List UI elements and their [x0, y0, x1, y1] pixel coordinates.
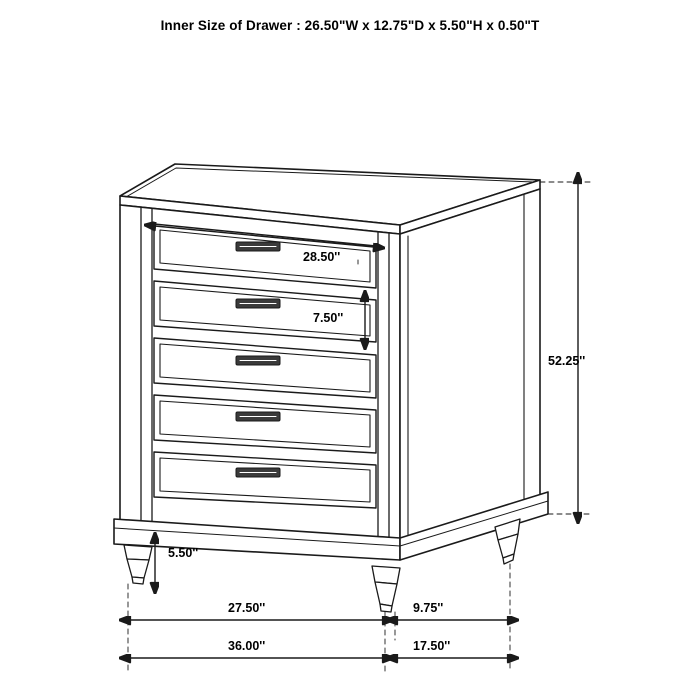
- page-title: Inner Size of Drawer : 26.50"W x 12.75"D x 5.50"H x 0.50"T: [160, 18, 540, 33]
- dimension-overall-depth: 17.50'': [413, 639, 451, 653]
- dimension-front-width: 27.50'': [228, 601, 266, 615]
- dimension-drawer-width: 28.50'': [303, 250, 341, 264]
- leg-front-right: [372, 566, 400, 612]
- leg-front-left: [124, 545, 152, 584]
- dimension-side-depth: 9.75'': [413, 601, 444, 615]
- dimension-overall-width: 36.00'': [228, 639, 266, 653]
- chest-side-panel: [400, 189, 540, 545]
- dimension-total-height: 52.25'': [548, 354, 586, 368]
- dimension-leg-height: 5.50'': [168, 546, 199, 560]
- dimension-drawer-height: 7.50'': [313, 311, 344, 325]
- leg-back-right: [495, 519, 520, 564]
